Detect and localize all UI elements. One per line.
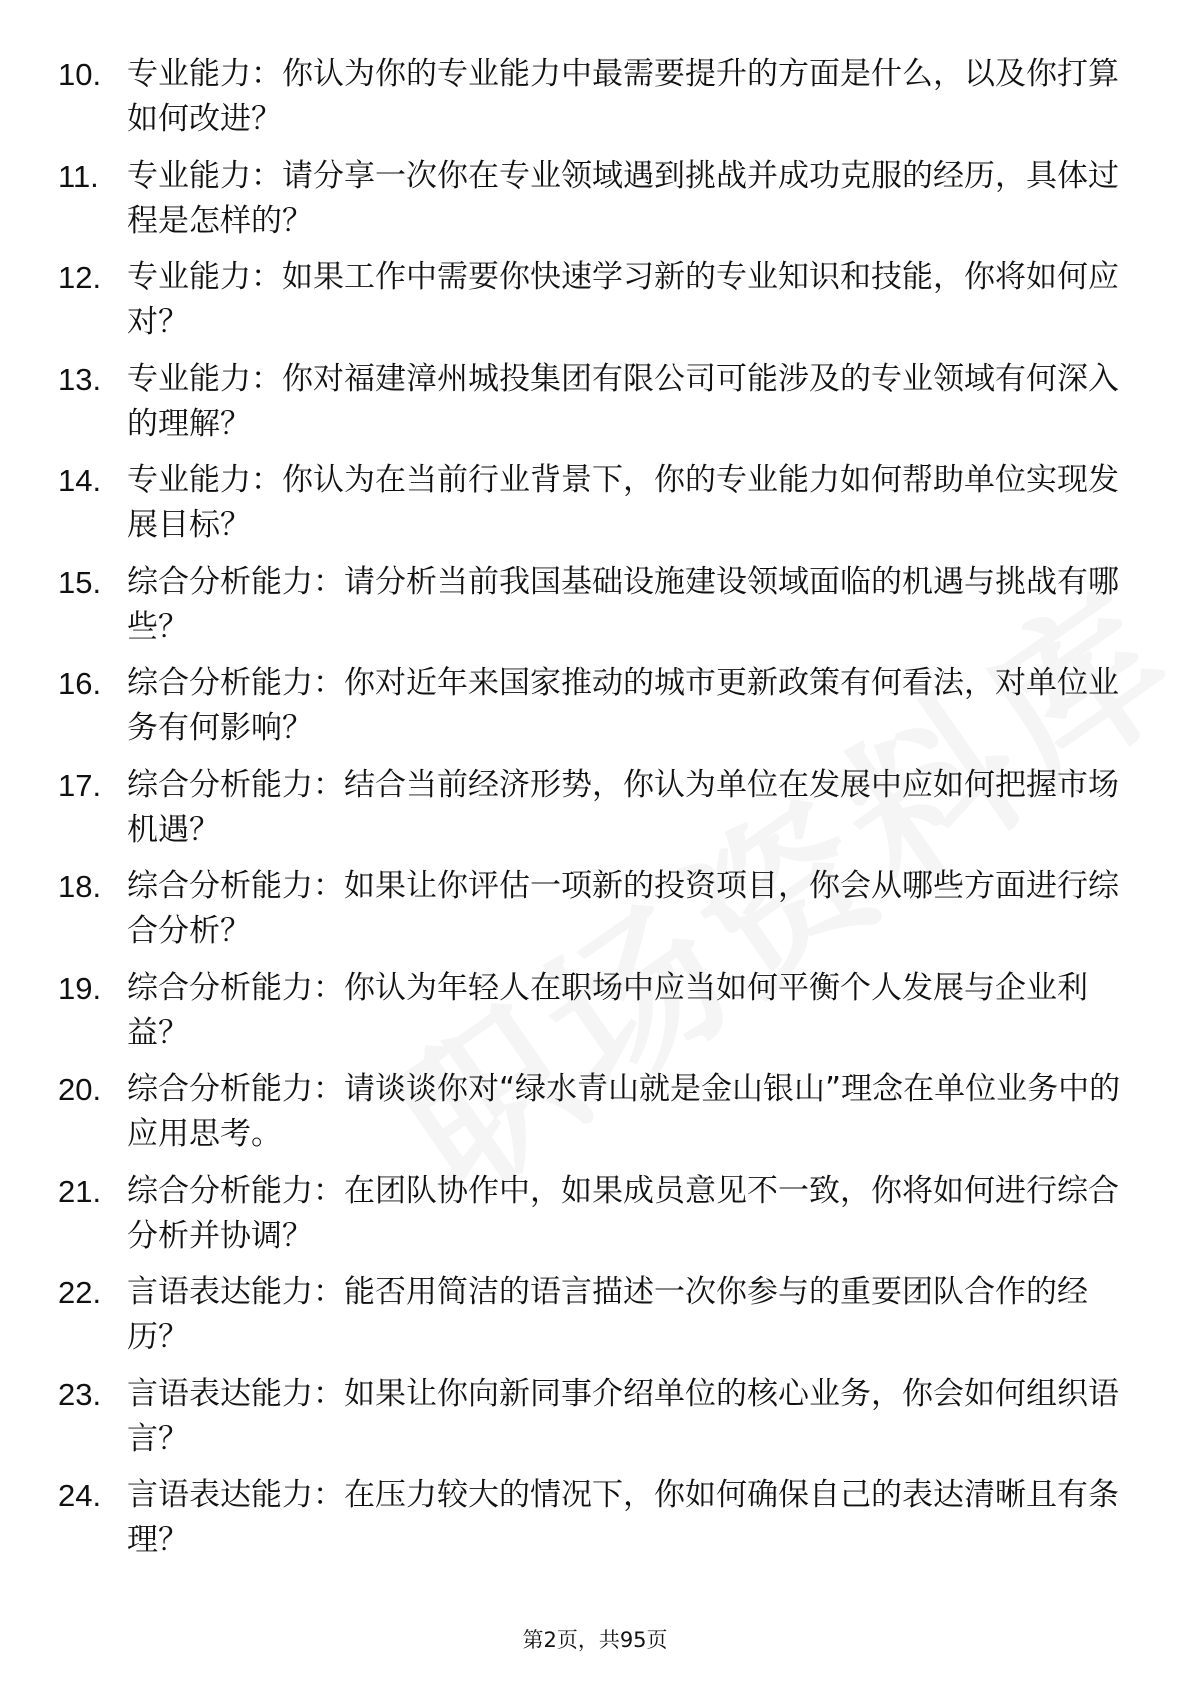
question-number: 21. [58, 1173, 102, 1209]
question-number: 12. [58, 260, 102, 295]
question-text: 言语表达能力：能否用简洁的语言描述一次你参与的重要团队合作的经历？ [127, 1274, 1088, 1355]
question-item [0, 1473, 1190, 1575]
question-item [0, 357, 1190, 459]
question-list [0, 52, 1190, 1575]
question-text: 专业能力：如果工作中需要你快速学习新的专业知识和技能，你将如何应对？ [127, 259, 1119, 340]
question-item [0, 560, 1190, 662]
question-number: 23. [58, 1376, 102, 1412]
question-item [0, 255, 1190, 357]
question-text: 专业能力：你认为你的专业能力中最需要提升的方面是什么，以及你打算如何改进？ [127, 56, 1119, 137]
question-item [0, 1372, 1190, 1474]
question-text: 综合分析能力：结合当前经济形势，你认为单位在发展中应如何把握市场机遇？ [127, 766, 1119, 848]
question-item [0, 52, 1190, 154]
question-item [0, 1270, 1190, 1372]
question-number: 11. [58, 158, 99, 194]
page-footer [0, 1625, 1190, 1655]
question-number: 10. [58, 57, 102, 92]
question-number: 13. [58, 361, 102, 397]
question-number: 24. [58, 1478, 102, 1513]
question-text: 言语表达能力：如果让你向新同事介绍单位的核心业务，你会如何组织语言？ [127, 1375, 1119, 1457]
question-number: 15. [58, 564, 102, 600]
question-text: 综合分析能力：请谈谈你对“绿水青山就是金山银山”理念在单位业务中的应用思考。 [127, 1071, 1121, 1152]
question-item [0, 458, 1190, 560]
question-number: 20. [58, 1072, 102, 1107]
question-text: 综合分析能力：你认为年轻人在职场中应当如何平衡个人发展与企业利益？ [127, 969, 1088, 1051]
question-text: 综合分析能力：你对近年来国家推动的城市更新政策有何看法，对单位业务有何影响？ [127, 665, 1119, 746]
question-text: 言语表达能力：在压力较大的情况下，你如何确保自己的表达清晰且有条理？ [127, 1477, 1119, 1558]
question-item [0, 763, 1190, 865]
page-number: 第2页，共95页 [522, 1628, 668, 1652]
question-text: 综合分析能力：如果让你评估一项新的投资项目，你会从哪些方面进行综合分析？ [127, 868, 1119, 949]
question-text: 综合分析能力：在团队协作中，如果成员意见不一致，你将如何进行综合分析并协调？ [127, 1172, 1119, 1254]
question-item [0, 661, 1190, 763]
question-number: 18. [58, 869, 102, 904]
question-number: 22. [58, 1275, 102, 1310]
question-number: 17. [58, 767, 102, 803]
question-number: 14. [58, 463, 102, 498]
question-text: 专业能力：你对福建漳州城投集团有限公司可能涉及的专业领域有何深入的理解？ [127, 360, 1119, 442]
question-item [0, 1067, 1190, 1169]
question-item [0, 864, 1190, 966]
question-number: 19. [58, 970, 102, 1006]
question-text: 专业能力：你认为在当前行业背景下，你的专业能力如何帮助单位实现发展目标？ [127, 462, 1119, 543]
question-number: 16. [58, 666, 102, 701]
question-item [0, 966, 1190, 1068]
question-item [0, 1169, 1190, 1271]
question-item [0, 154, 1190, 256]
question-text: 专业能力：请分享一次你在专业领域遇到挑战并成功克服的经历，具体过程是怎样的？ [127, 157, 1119, 239]
question-text: 综合分析能力：请分析当前我国基础设施建设领域面临的机遇与挑战有哪些？ [127, 563, 1119, 645]
